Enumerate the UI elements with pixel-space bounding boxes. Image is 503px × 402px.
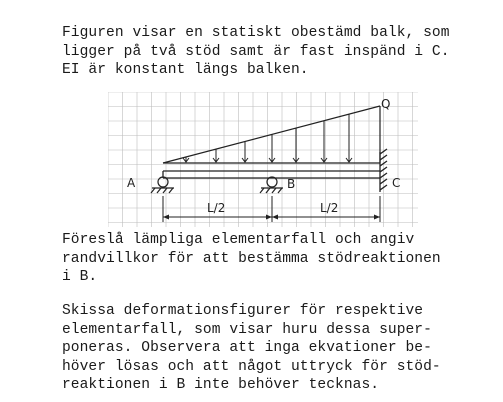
span-label-left: L/2 [207, 201, 226, 215]
intro-paragraph: Figuren visar en statiskt obestämd balk, som ligger på två stöd samt är fast inspänd i C. EI är konstant längs balken. [62, 25, 450, 78]
dimension-line [163, 196, 380, 222]
sketch-paragraph: Skissa deformationsfigurer för respektive elementarfall, som visar huru dessa super- poneras. Observera att inga ekvationer be- höver lösas och att något uttryck för stöd- reaktionen i B inte behöver tecknas. [62, 303, 441, 393]
grid-paper [108, 92, 418, 227]
support-label-b: B [287, 177, 296, 191]
support-label-a: A [127, 176, 136, 190]
task-paragraph: Föreslå lämpliga elementarfall och angiv randvillkor för att bestämma stödreaktionen i B. [62, 232, 441, 285]
span-label-right: L/2 [320, 201, 339, 215]
beam-figure [108, 92, 418, 227]
load-label-q: Q [381, 97, 391, 111]
support-label-c: C [392, 176, 401, 190]
support-a [151, 177, 174, 193]
support-b [260, 177, 283, 193]
